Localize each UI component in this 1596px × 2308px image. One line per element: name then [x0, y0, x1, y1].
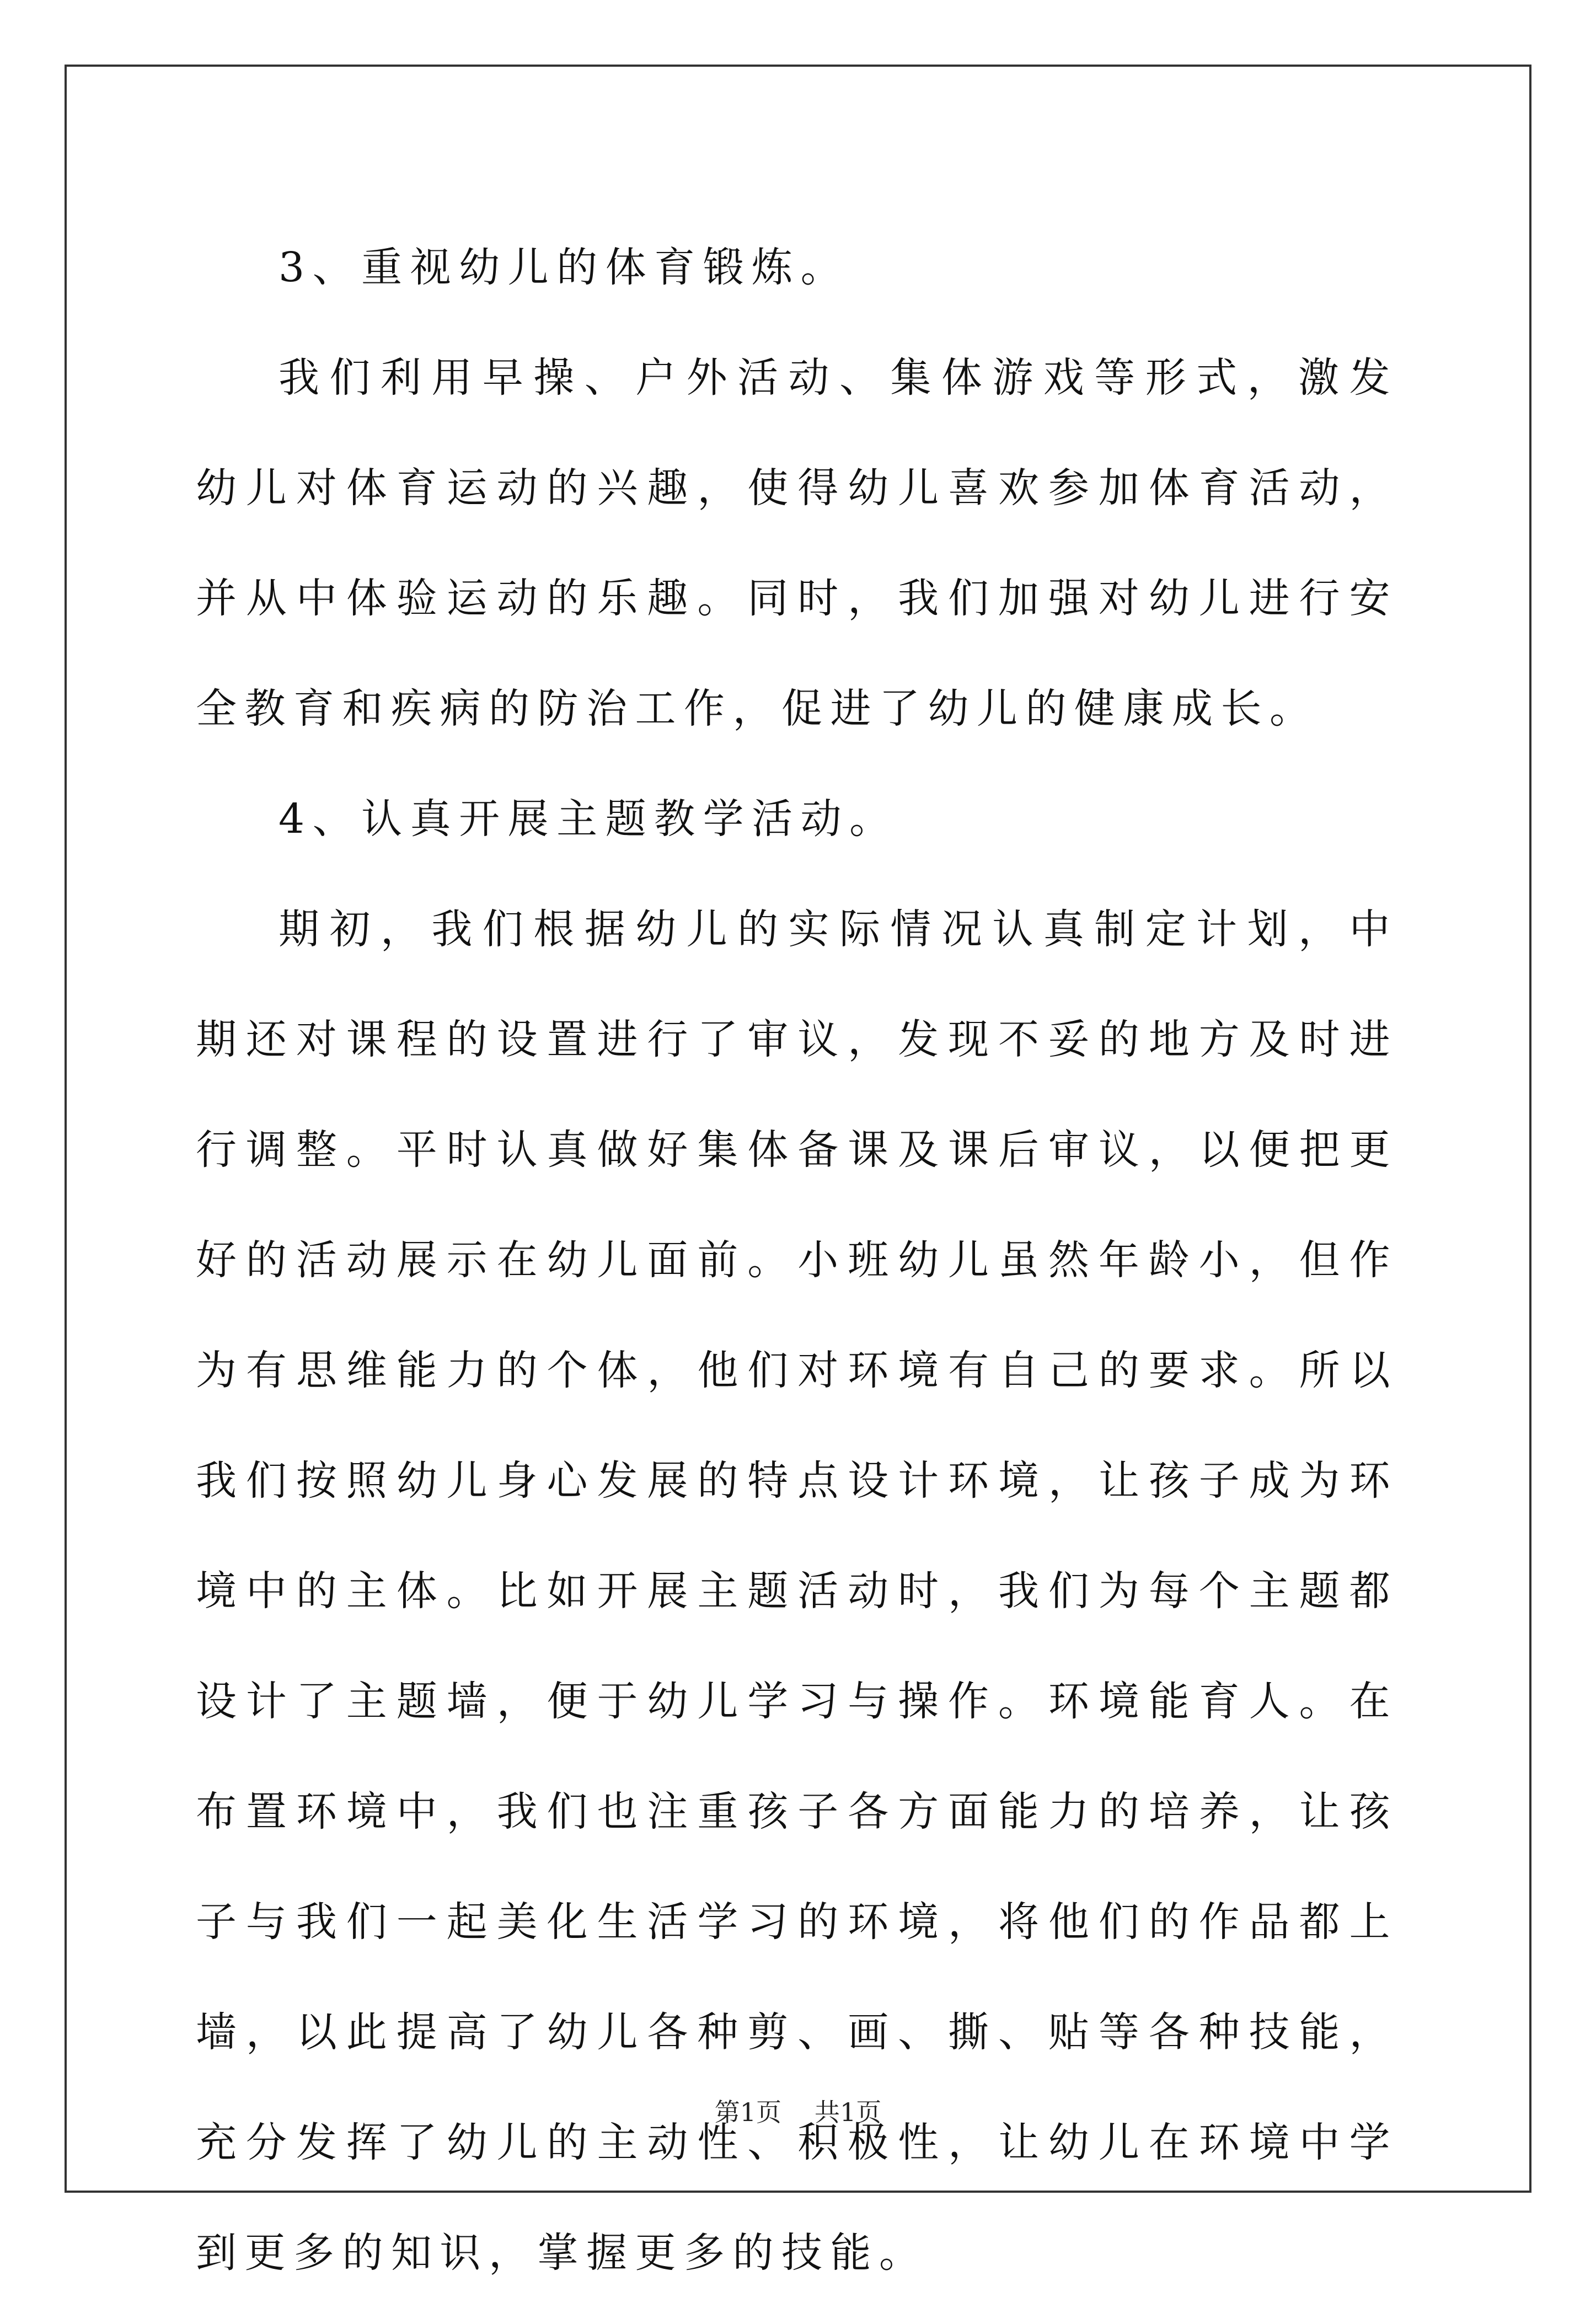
- paragraph-body-2: 期初，我们根据幼儿的实际情况认真制定计划，中期还对课程的设置进行了审议，发现不妥的地方及时进行调整。平时认真做好集体备课及课后审议，以便把更好的活动展示在幼儿面前。小班幼儿虽然年龄小，但作为有思维能力的个体，他们对环境有自己的要求。所以我们按照幼儿身心发展的特点设计环境，让孩子成为环境中的主体。比如开展主题活动时，我们为每个主题都设计了主题墙，便于幼儿学习与操作。环境能育人。在布置环境中，我们也注重孩子各方面能力的培养，让孩子与我们一起美化生活学习的环境，将他们的作品都上墙，以此提高了幼儿各种剪、画、撕、贴等各种技能，充分发挥了幼儿的主动性、积极性，让幼儿在环境中学到更多的知识，掌握更多的技能。: [196, 906, 1398, 2277]
- page-number-total: 共1页: [815, 2097, 882, 2127]
- paragraph-heading-3: 3、重视幼儿的体育锻炼。: [279, 244, 850, 291]
- document-body: [196, 212, 1398, 2308]
- page-footer: [0, 2096, 1596, 2129]
- paragraph-heading-4: 4、认真开展主题教学活动。: [279, 795, 898, 843]
- paragraph-body-1: 我们利用早操、户外活动、集体游戏等形式，激发幼儿对体育运动的兴趣，使得幼儿喜欢参加体育活动，并从中体验运动的乐趣。同时，我们加强对幼儿进行安全教育和疾病的防治工作，促进了幼儿的健康成长。: [196, 354, 1398, 732]
- page-number-current: 第1页: [714, 2097, 781, 2127]
